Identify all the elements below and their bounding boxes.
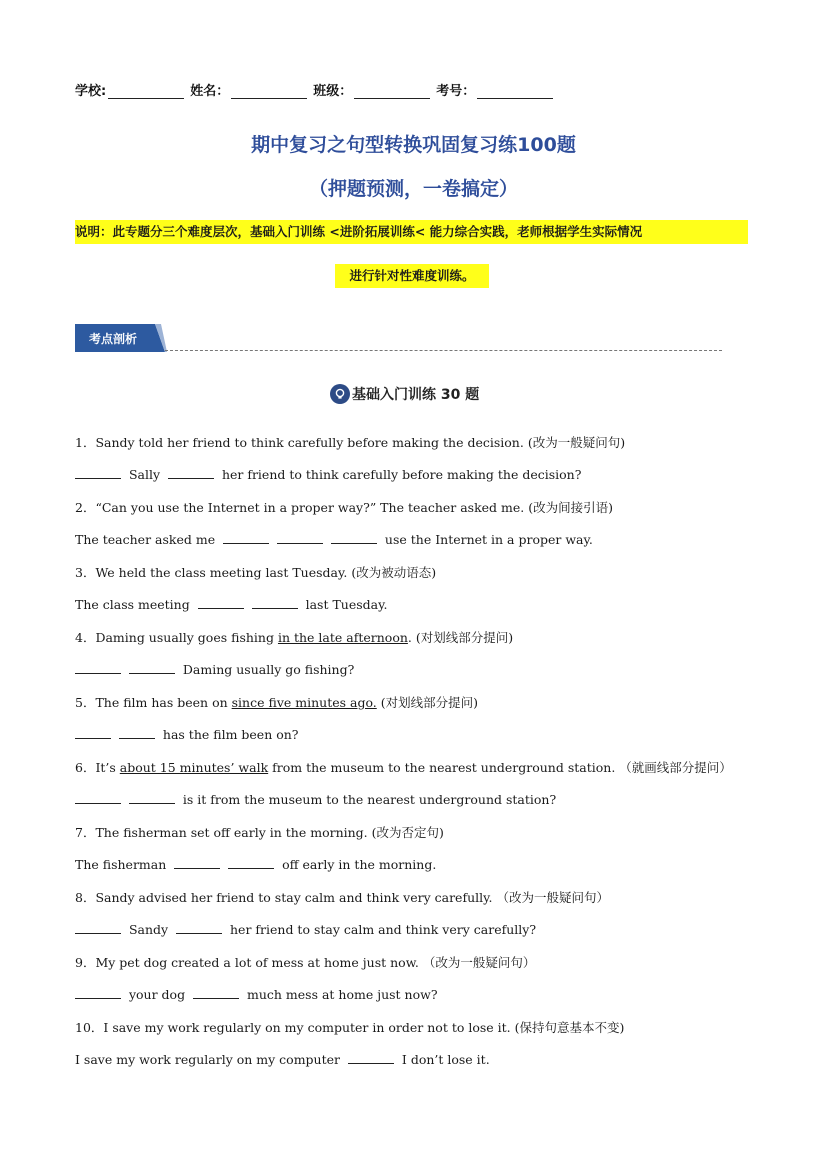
answer-text: I save my work regularly on my computer: [75, 1052, 340, 1067]
question-5: [75, 693, 478, 711]
subheading-text: 基础入门训练 30 题: [352, 387, 480, 403]
answer-text: has the film been on?: [162, 727, 299, 742]
answer-text: Daming usually go fishing?: [182, 662, 355, 677]
answer-4: [75, 661, 354, 677]
question-instruction: . (对划线部分提问): [407, 630, 514, 645]
answer-text: I don’t lose it.: [401, 1052, 490, 1067]
answer-blank[interactable]: [119, 726, 155, 739]
question-text: 3．We held the class meeting last Tuesday.: [75, 565, 352, 580]
answer-blank[interactable]: [176, 921, 222, 934]
answer-blank[interactable]: [348, 1051, 394, 1064]
answer-blank[interactable]: [75, 466, 121, 479]
answer-9: [75, 986, 438, 1002]
question-instruction: (对划线部分提问): [376, 695, 478, 710]
question-8: [75, 888, 609, 906]
answer-blank[interactable]: [75, 791, 121, 804]
section-tab: [75, 324, 165, 352]
answer-text: is it from the museum to the nearest underground station?: [182, 792, 557, 807]
answer-text: her friend to think carefully before making the decision?: [221, 467, 582, 482]
question-text: 7．The fisherman set off early in the morning.: [75, 825, 372, 840]
answer-text: her friend to stay calm and think very carefully?: [230, 922, 537, 937]
answer-text: Sandy: [128, 922, 169, 937]
question-3: [75, 563, 436, 581]
question-text: 9．My pet dog created a lot of mess at home just now.: [75, 955, 423, 970]
question-text: from the museum to the nearest underground station.: [268, 760, 620, 775]
question-10: [75, 1018, 624, 1036]
answer-blank[interactable]: [129, 791, 175, 804]
answer-blank[interactable]: [228, 856, 274, 869]
name-label: 姓名：: [190, 84, 230, 99]
exam-number-blank[interactable]: [477, 84, 553, 99]
question-text: 6．It’s: [75, 760, 120, 775]
question-text: 1．Sandy told her friend to think carefully before making the decision.: [75, 435, 528, 450]
answer-text: The class meeting: [75, 597, 190, 612]
name-blank[interactable]: [231, 84, 307, 99]
dashed-divider: [165, 350, 722, 351]
answer-blank[interactable]: [75, 986, 121, 999]
question-text: 8．Sandy advised her friend to stay calm and think very carefully.: [75, 890, 497, 905]
question-7: [75, 823, 444, 841]
answer-blank[interactable]: [223, 531, 269, 544]
answer-text: Sally: [128, 467, 161, 482]
question-instruction: (改为被动语态): [351, 565, 437, 580]
answer-blank[interactable]: [168, 466, 214, 479]
note-line-2: 进行针对性难度训练。: [335, 264, 489, 288]
question-instruction: （改为一般疑问句）: [422, 955, 536, 970]
answer-5: [75, 726, 299, 742]
lightbulb-icon: [330, 384, 350, 404]
answer-blank[interactable]: [129, 661, 175, 674]
answer-3: [75, 596, 388, 612]
answer-text: your dog: [128, 987, 186, 1002]
underlined-phrase: about 15 minutes’ walk: [119, 760, 269, 775]
question-instruction: （就画线部分提问）: [619, 760, 732, 775]
answer-1: [75, 466, 581, 482]
question-text: 5．The film has been on: [75, 695, 232, 710]
answer-10: [75, 1051, 490, 1067]
question-2: [75, 498, 613, 516]
answer-text: last Tuesday.: [305, 597, 388, 612]
page-subtitle: （押题预测，一卷搞定）: [308, 178, 518, 200]
answer-blank[interactable]: [277, 531, 323, 544]
page-title: 期中复习之句型转换巩固复习练100题: [251, 134, 576, 156]
answer-2: [75, 531, 593, 547]
answer-blank[interactable]: [252, 596, 298, 609]
answer-text: use the Internet in a proper way.: [384, 532, 593, 547]
answer-text: off early in the morning.: [282, 857, 437, 872]
answer-6: [75, 791, 556, 807]
answer-blank[interactable]: [75, 726, 111, 739]
section-tab-label: 考点剖析: [89, 332, 138, 346]
question-text: 4．Daming usually goes fishing: [75, 630, 278, 645]
class-label: 班级：: [313, 84, 353, 99]
exam-number-label: 考号：: [436, 84, 476, 99]
answer-text: The fisherman: [75, 857, 167, 872]
question-instruction: (改为否定句): [371, 825, 444, 840]
answer-blank[interactable]: [331, 531, 377, 544]
question-6: [75, 758, 732, 776]
question-instruction: (保持句意基本不变): [514, 1020, 625, 1035]
answer-blank[interactable]: [198, 596, 244, 609]
question-instruction: (改为间接引语): [528, 500, 613, 515]
underlined-phrase: since five minutes ago.: [231, 695, 377, 710]
student-info-line: [75, 80, 559, 99]
question-1: [75, 433, 625, 451]
school-label: 学校:: [75, 84, 107, 99]
question-text: 2．“Can you use the Internet in a proper way?” The teacher asked me.: [75, 500, 529, 515]
answer-7: [75, 856, 436, 872]
question-text: 10．I save my work regularly on my computer in order not to lose it.: [75, 1020, 515, 1035]
answer-blank[interactable]: [193, 986, 239, 999]
school-blank[interactable]: [108, 84, 184, 99]
question-4: [75, 628, 513, 646]
subheading: [330, 382, 479, 406]
underlined-phrase: in the late afternoon: [277, 630, 408, 645]
question-9: [75, 953, 535, 971]
question-instruction: （改为一般疑问句）: [496, 890, 609, 905]
question-instruction: (改为一般疑问句): [527, 435, 626, 450]
answer-blank[interactable]: [174, 856, 220, 869]
answer-blank[interactable]: [75, 921, 121, 934]
class-blank[interactable]: [354, 84, 430, 99]
answer-text: The teacher asked me: [75, 532, 216, 547]
note-line-1: 说明：此专题分三个难度层次，基础入门训练 <进阶拓展训练< 能力综合实践，老师根据学生实际情况: [75, 220, 748, 244]
answer-text: much mess at home just now?: [246, 987, 438, 1002]
answer-8: [75, 921, 536, 937]
answer-blank[interactable]: [75, 661, 121, 674]
